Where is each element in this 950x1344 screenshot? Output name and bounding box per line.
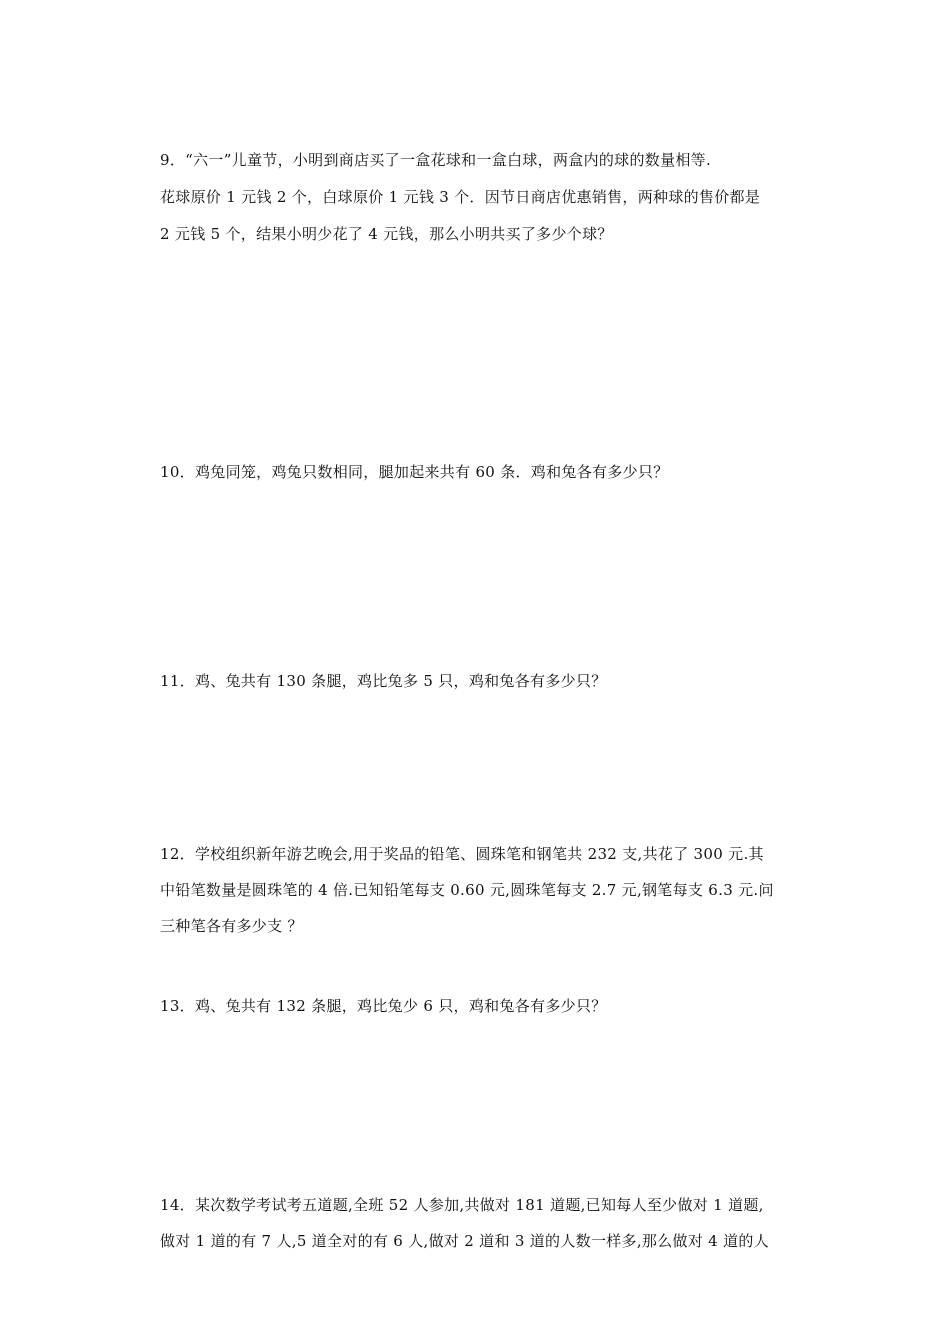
question-11-line-1: 11．鸡、兔共有 130 条腿，鸡比兔多 5 只，鸡和兔各有多少只？ (160, 672, 607, 690)
question-12-line-2: 中铅笔数量是圆珠笔的 4 倍.已知铅笔每支 0.60 元,圆珠笔每支 2.7 元,钢笔每支 6.3 元.问 (160, 881, 774, 899)
question-10 (160, 462, 800, 482)
question-14-line-2: 做对 1 道的有 7 人,5 道全对的有 6 人,做对 2 道和 3 道的人数一样多,那么做对 4 道的人 (160, 1232, 769, 1250)
question-13 (160, 996, 800, 1016)
question-11 (160, 671, 800, 691)
question-9-line-3: 2 元钱 5 个，结果小明少花了 4 元钱，那么小明共买了多少个球？ (160, 225, 613, 243)
question-9-line-2: 花球原价 1 元钱 2 个，白球原价 1 元钱 3 个．因节日商店优惠销售，两种球的售价都是 (160, 188, 761, 206)
question-12-line-3: 三种笔各有多少支 ？ (160, 917, 303, 935)
question-14-line-1: 14．某次数学考试考五道题,全班 52 人参加,共做对 181 道题,已知每人至少做对 1 道题, (160, 1196, 764, 1214)
question-9 (160, 150, 800, 261)
question-9-line-1: 9．“六一”儿童节，小明到商店买了一盒花球和一盒白球，两盒内的球的数量相等. (160, 151, 712, 169)
question-13-line-1: 13．鸡、兔共有 132 条腿，鸡比兔少 6 只，鸡和兔各有多少只？ (160, 997, 607, 1015)
question-12 (160, 844, 800, 952)
question-12-line-1: 12．学校组织新年游艺晚会,用于奖品的铅笔、圆珠笔和钢笔共 232 支,共花了 300 元.其 (160, 845, 764, 863)
question-14 (160, 1195, 800, 1267)
question-10-line-1: 10．鸡兔同笼，鸡兔只数相同，腿加起来共有 60 条．鸡和兔各有多少只？ (160, 463, 669, 481)
